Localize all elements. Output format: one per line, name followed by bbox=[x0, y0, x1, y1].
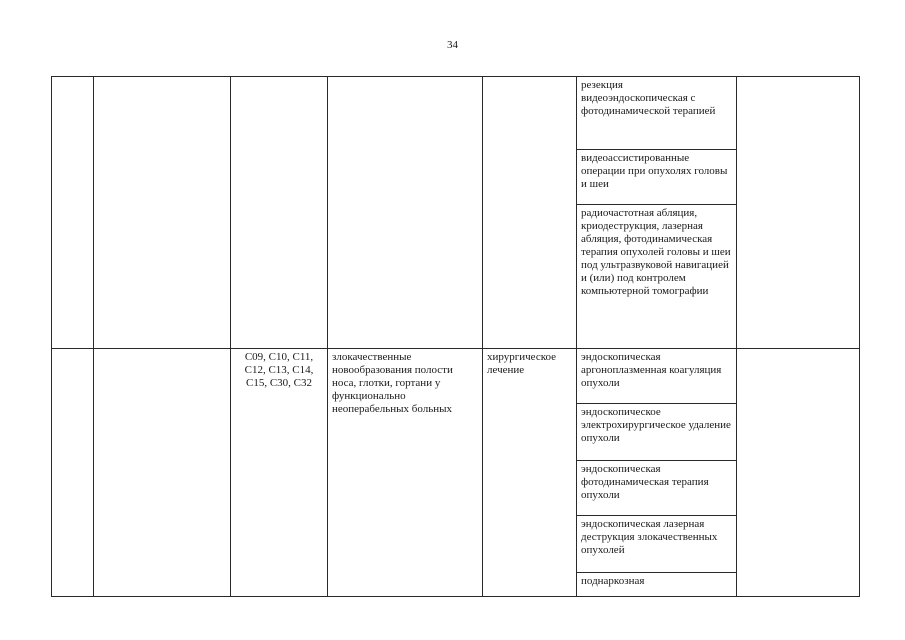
treatment-type-cell: хирургическое лечение bbox=[483, 349, 577, 597]
diagnosis-cell-empty bbox=[328, 77, 483, 349]
page-number: 34 bbox=[447, 39, 458, 51]
funding-cell bbox=[737, 77, 860, 349]
diagnosis-cell: злокачественные новообразования полости носа, глотки, гортани у функционально неоперабельных больных bbox=[328, 349, 483, 597]
number-cell bbox=[52, 349, 94, 597]
method-cell: радиочастотная абляция, криодеструкция, лазерная абляция, фотодинамическая терапия опухолей головы и шеи под ультразвуковой навигацией и (или) под контролем компьютерной томографии bbox=[577, 205, 737, 349]
method-cell: резекция видеоэндоскопическая с фотодинамической терапией bbox=[577, 77, 737, 150]
care-type-cell bbox=[94, 349, 231, 597]
method-cell: поднаркозная bbox=[577, 573, 737, 597]
icd-codes-cell: C09, C10, C11, C12, C13, C14, C15, C30, C32 bbox=[231, 349, 328, 597]
method-cell: видеоассистированные операции при опухолях головы и шеи bbox=[577, 150, 737, 205]
method-cell: эндоскопическое электрохирургическое удаление опухоли bbox=[577, 404, 737, 461]
codes-cell-empty bbox=[231, 77, 328, 349]
method-cell: эндоскопическая фотодинамическая терапия опухоли bbox=[577, 461, 737, 516]
table-row bbox=[52, 349, 860, 404]
care-type-cell bbox=[94, 77, 231, 349]
method-cell: эндоскопическая лазерная деструкция злокачественных опухолей bbox=[577, 516, 737, 573]
number-cell bbox=[52, 77, 94, 349]
method-cell: эндоскопическая аргоноплазменная коагуляция опухоли bbox=[577, 349, 737, 404]
medical-care-table bbox=[51, 76, 860, 597]
funding-cell bbox=[737, 349, 860, 597]
treatment-cell-empty bbox=[483, 77, 577, 349]
table-row bbox=[52, 77, 860, 150]
